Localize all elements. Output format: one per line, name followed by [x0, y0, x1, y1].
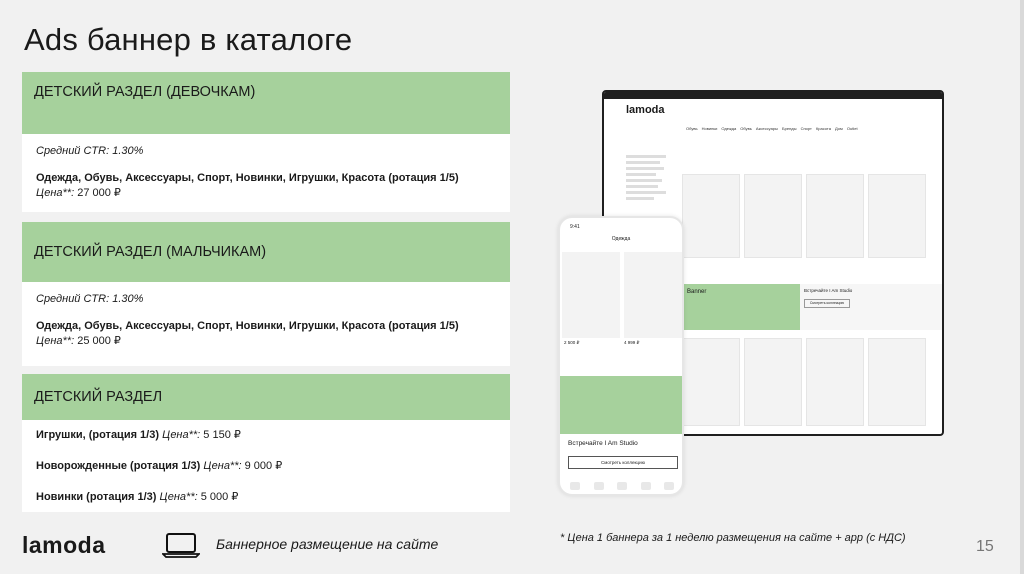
card-header: ДЕТСКИЙ РАЗДЕЛ (МАЛЬЧИКАМ) — [22, 222, 510, 282]
phone-header: Одежда — [611, 236, 631, 242]
price-label: Цена**: — [203, 459, 242, 472]
card-girls — [22, 72, 510, 212]
phone-price-2: 4 999 ₽ — [624, 340, 640, 345]
desktop-banner-label: Banner — [682, 284, 800, 330]
ctr-text: Средний CTR: 1.30% — [36, 293, 144, 305]
price-value: 9 000 ₽ — [244, 459, 283, 472]
ctr-text: Средний CTR: 1.30% — [36, 145, 144, 157]
desktop-banner-title: Встречайте I Am Studio — [804, 288, 853, 293]
phone-price-1: 2 500 ₽ — [564, 340, 580, 345]
card-boys — [22, 222, 510, 366]
card-kids — [22, 374, 510, 512]
phone-tabbar — [570, 482, 674, 490]
price-label: Цена**: — [36, 334, 75, 347]
page-title: Ads баннер в каталоге — [24, 22, 353, 57]
list-item — [36, 428, 496, 443]
desktop-logo: lamoda — [626, 104, 665, 116]
lamoda-logo: lamoda — [22, 532, 106, 558]
footer-caption: Баннерное размещение на сайте — [216, 536, 439, 552]
phone-banner-title: Встречайте I Am Studio — [568, 440, 638, 447]
desktop-banner — [682, 284, 942, 330]
list-item — [36, 459, 496, 474]
phone-banner — [560, 376, 682, 434]
price-label: Цена**: — [36, 186, 75, 199]
desktop-nav: Обувь Новинки Одежда Обувь Аксессуары Бренды Спорт Красота Дом Outlet — [686, 126, 858, 131]
categories-text: Одежда, Обувь, Аксессуары, Спорт, Новинки, Игрушки, Красота (ротация 1/5) — [36, 319, 459, 332]
card-header: ДЕТСКИЙ РАЗДЕЛ (ДЕВОЧКАМ) — [22, 72, 510, 134]
phone-time: 9:41 — [570, 224, 580, 230]
item-name: Новорожденные (ротация 1/3) — [36, 459, 201, 472]
categories-text: Одежда, Обувь, Аксессуары, Спорт, Новинки, Игрушки, Красота (ротация 1/5) — [36, 171, 459, 184]
desktop-sidebar — [626, 152, 674, 203]
price-value: 27 000 ₽ — [77, 186, 121, 199]
price-value: 25 000 ₽ — [77, 334, 121, 347]
page-number: 15 — [976, 538, 994, 555]
list-item — [36, 490, 496, 505]
price-label: Цена**: — [159, 490, 198, 503]
price-label: Цена**: — [162, 429, 201, 441]
desktop-banner-button[interactable]: Смотреть коллекцию — [804, 299, 850, 308]
laptop-icon — [162, 532, 200, 558]
price-value: 5 000 ₽ — [200, 490, 239, 503]
phone-banner-button[interactable]: Смотреть коллекцию — [568, 456, 678, 469]
item-name: Игрушки, (ротация 1/3) — [36, 429, 160, 441]
phone-mockup — [558, 216, 684, 496]
item-name: Новинки (ротация 1/3) — [36, 490, 157, 503]
price-value: 5 150 ₽ — [203, 429, 241, 441]
footnote: * Цена 1 баннера за 1 неделю размещения на сайте + app (с НДС) — [560, 532, 906, 544]
card-header: ДЕТСКИЙ РАЗДЕЛ — [22, 374, 510, 420]
